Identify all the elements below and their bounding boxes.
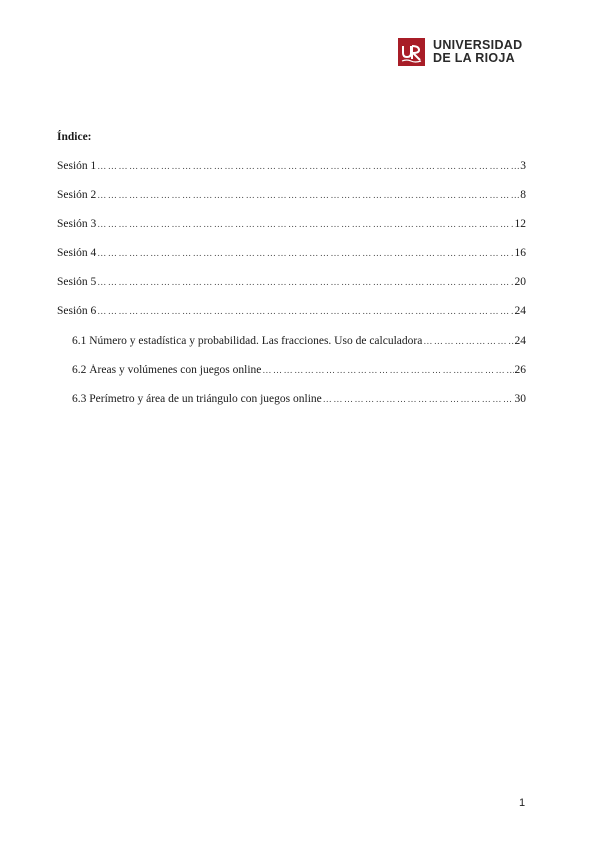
toc-entry-label: 6.3 Perímetro y área de un triángulo con juegos online — [72, 393, 322, 405]
toc-leader-dots — [97, 190, 519, 200]
toc-leader-dots — [97, 306, 513, 316]
toc-entry-page: 24 — [514, 305, 526, 317]
university-name — [433, 39, 522, 65]
university-name-line2: DE LA RIOJA — [433, 51, 516, 65]
toc-entry-page: 8 — [520, 189, 526, 201]
toc-entry-label: Sesión 3 — [57, 218, 97, 230]
toc-subentry-6-3[interactable] — [72, 393, 526, 405]
toc-entry-sesion-2[interactable] — [57, 189, 526, 201]
toc-entry-page: 30 — [514, 393, 526, 405]
university-name-line1: UNIVERSIDAD — [433, 38, 523, 52]
toc-entry-page: 12 — [514, 218, 526, 230]
toc-entry-page: 16 — [514, 247, 526, 259]
toc-entry-label: 6.1 Número y estadística y probabilidad. Las fracciones. Uso de calculadora — [72, 335, 423, 347]
page-number: 1 — [519, 797, 526, 809]
toc-entry-sesion-1[interactable] — [57, 160, 526, 172]
toc-leader-dots — [323, 394, 514, 404]
toc-title: Índice: — [57, 131, 92, 143]
university-crest-icon — [398, 38, 425, 66]
toc-subentry-6-1[interactable] — [72, 335, 526, 347]
toc-leader-dots — [97, 161, 519, 171]
university-logo — [398, 38, 522, 66]
toc-entry-label: Sesión 4 — [57, 247, 97, 259]
toc-entry-label: 6.2 Áreas y volúmenes con juegos online — [72, 364, 262, 376]
toc-entry-page: 24 — [514, 335, 526, 347]
toc-entry-label: Sesión 2 — [57, 189, 97, 201]
toc-entry-label: Sesión 5 — [57, 276, 97, 288]
toc-leader-dots — [97, 248, 513, 258]
toc-entry-page: 20 — [514, 276, 526, 288]
toc-entry-page: 3 — [520, 160, 526, 172]
toc-entry-sesion-3[interactable] — [57, 218, 526, 230]
toc-leader-dots — [97, 277, 513, 287]
toc-entry-sesion-5[interactable] — [57, 276, 526, 288]
toc-leader-dots — [423, 336, 513, 346]
toc-subentry-6-2[interactable] — [72, 364, 526, 376]
toc-entry-page: 26 — [514, 364, 526, 376]
toc-leader-dots — [262, 365, 513, 375]
toc-entry-label: Sesión 6 — [57, 305, 97, 317]
toc-entry-sesion-6[interactable] — [57, 305, 526, 317]
toc-leader-dots — [97, 219, 513, 229]
toc-entry-label: Sesión 1 — [57, 160, 97, 172]
toc-entry-sesion-4[interactable] — [57, 247, 526, 259]
